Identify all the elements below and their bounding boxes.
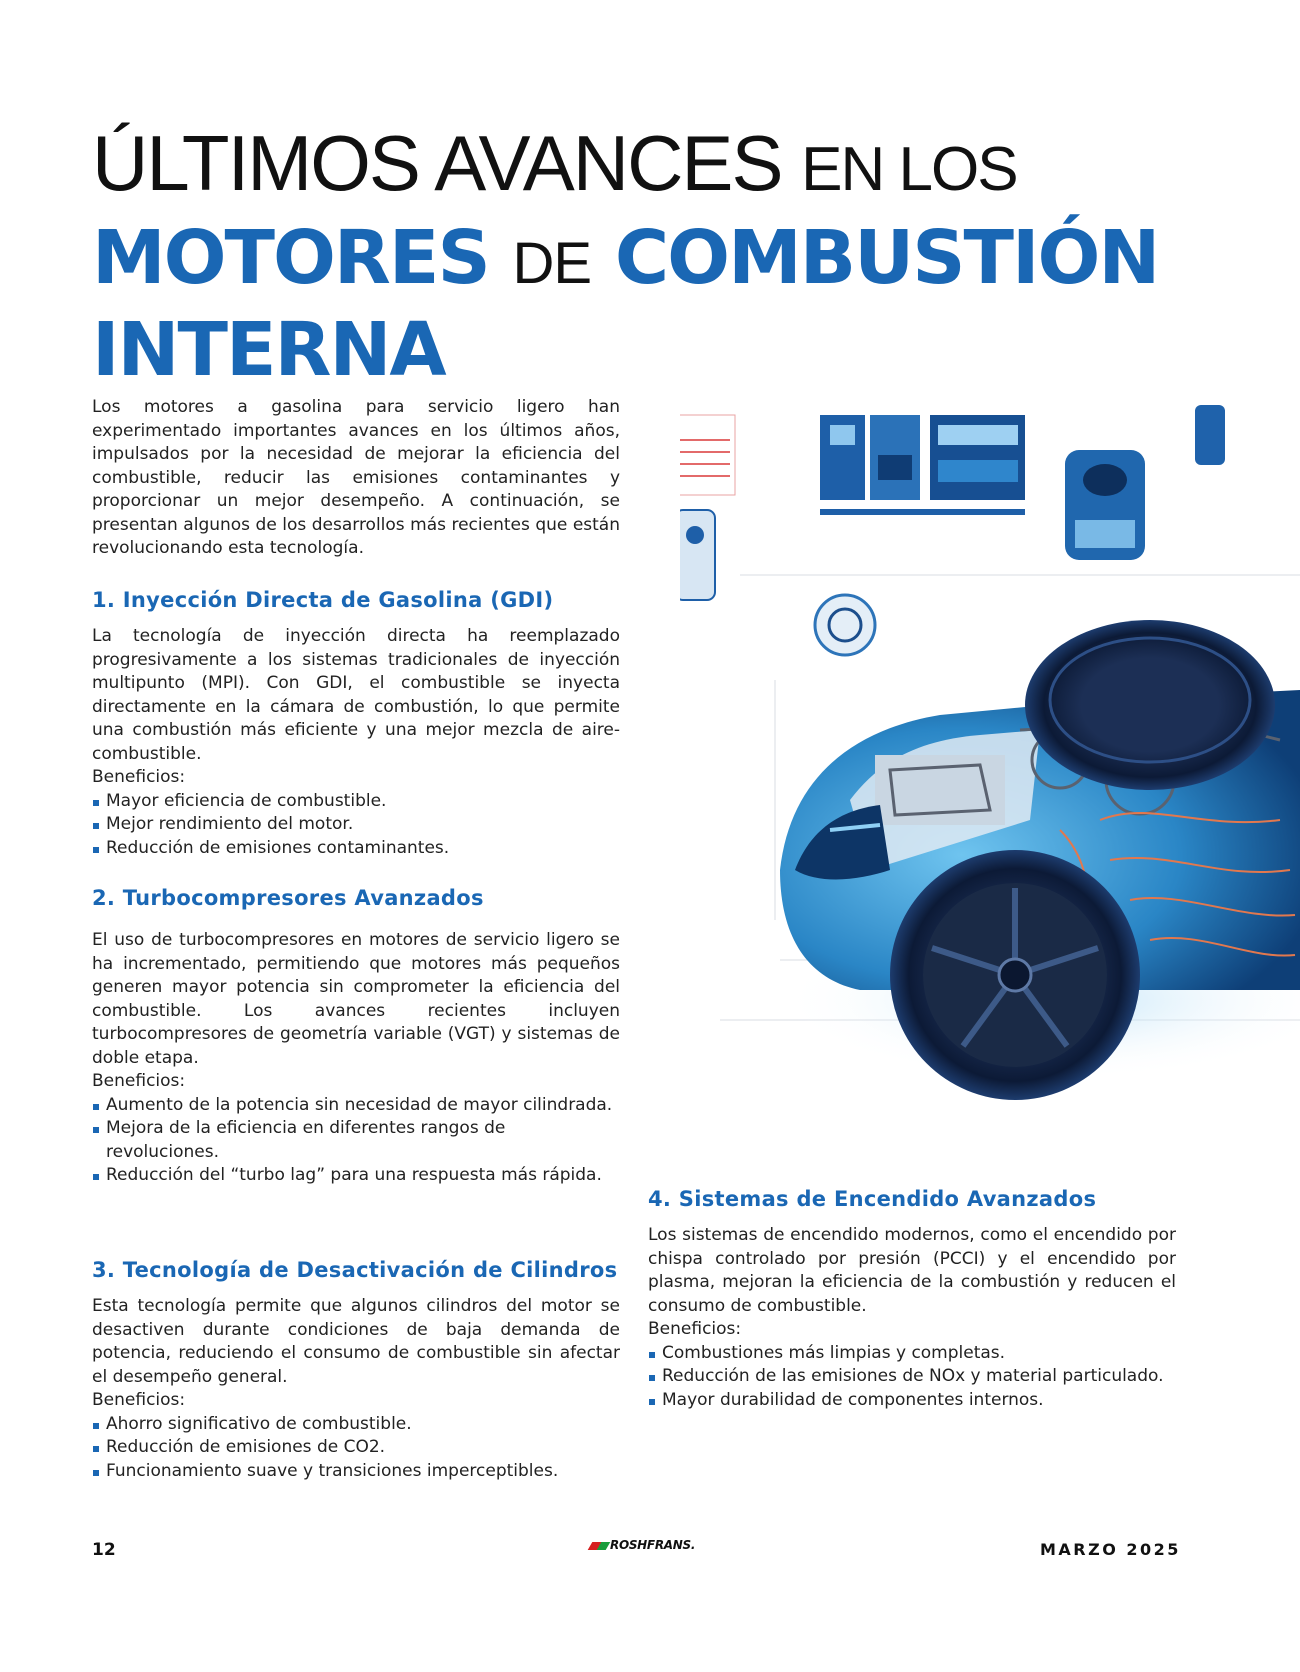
- rear-wheel: [1025, 620, 1275, 790]
- benefits-list: [92, 790, 620, 861]
- title-part: MOTORES: [92, 215, 489, 301]
- benefits-list: [648, 1342, 1176, 1413]
- benefits-label: Beneficios:: [92, 1071, 186, 1091]
- section-gdi: [92, 586, 620, 860]
- title-line-1: [92, 118, 1272, 215]
- schematic-panels: [680, 405, 1225, 655]
- section-cylinders: [92, 1256, 620, 1483]
- benefits-label: Beneficios:: [92, 767, 186, 787]
- list-item: Mejor rendimiento del motor.: [92, 813, 620, 837]
- intro-block: [92, 396, 620, 561]
- section-body: Los sistemas de encendido modernos, como el encendido por chispa controlado por presión (PCCI) y el encendido por plasma, mejoran la eficiencia de la combustión y reducen el consumo de combustible.: [648, 1225, 1176, 1316]
- benefits-label: Beneficios:: [648, 1319, 742, 1339]
- title-part: EN LOS: [801, 135, 1017, 204]
- list-item: Reducción del “turbo lag” para una respuesta más rápida.: [92, 1164, 620, 1188]
- section-turbo: [92, 884, 620, 1188]
- car-cutaway-illustration: [680, 400, 1300, 1160]
- benefits-list: [92, 1094, 620, 1188]
- title-part: COMBUSTIÓN: [614, 215, 1159, 301]
- list-item: Mejora de la eficiencia en diferentes rangos de revoluciones.: [92, 1117, 620, 1164]
- title-line-2: [92, 215, 1272, 307]
- front-wheel: [890, 850, 1140, 1100]
- title-part: DE: [512, 231, 592, 296]
- section-ignition: [648, 1185, 1176, 1412]
- brand-logo: [590, 1538, 695, 1552]
- issue-date: MARZO 2025: [1040, 1540, 1181, 1559]
- section-heading: 1. Inyección Directa de Gasolina (GDI): [92, 588, 554, 612]
- section-body: La tecnología de inyección directa ha reemplazado progresivamente a los sistemas tradicionales de inyección multipunto (MPI). Con GDI, el combustible se inyecta directamente en la cámara de combustión, lo que permite una combustión más eficiente y una mejor mezcla de aire-combustible.: [92, 626, 620, 764]
- section-heading: 2. Turbocompresores Avanzados: [92, 886, 484, 910]
- list-item: Reducción de emisiones contaminantes.: [92, 837, 620, 861]
- page-number: 12: [92, 1540, 116, 1560]
- section-heading: 4. Sistemas de Encendido Avanzados: [648, 1187, 1097, 1211]
- list-item: Aumento de la potencia sin necesidad de mayor cilindrada.: [92, 1094, 620, 1118]
- article-title: [92, 118, 1272, 393]
- title-line-3: INTERNA: [92, 307, 445, 393]
- title-part: ÚLTIMOS AVANCES: [92, 119, 782, 207]
- list-item: Mayor durabilidad de componentes internos.: [648, 1389, 1176, 1413]
- swoosh-icon: [588, 1542, 611, 1550]
- section-body: Esta tecnología permite que algunos cilindros del motor se desactiven durante condiciones de baja demanda de potencia, reduciendo el consumo de combustible sin afectar el desempeño general.: [92, 1296, 620, 1387]
- section-body: El uso de turbocompresores en motores de servicio ligero se ha incrementado, permitiendo que motores más pequeños generen mayor potencia sin comprometer la eficiencia del combustible. Los avances recientes incluyen turbocompresores de geometría variable (VGT) y sistemas de doble etapa.: [92, 930, 620, 1068]
- list-item: Reducción de emisiones de CO2.: [92, 1436, 620, 1460]
- list-item: Ahorro significativo de combustible.: [92, 1413, 620, 1437]
- brand-name: ROSHFRANS.: [610, 1538, 696, 1552]
- section-heading: 3. Tecnología de Desactivación de Cilindros: [92, 1258, 618, 1282]
- list-item: Funcionamiento suave y transiciones imperceptibles.: [92, 1460, 620, 1484]
- benefits-list: [92, 1413, 620, 1484]
- list-item: Mayor eficiencia de combustible.: [92, 790, 620, 814]
- list-item: Reducción de las emisiones de NOx y material particulado.: [648, 1365, 1176, 1389]
- intro-paragraph: Los motores a gasolina para servicio ligero han experimentado importantes avances en los últimos años, impulsados por la necesidad de mejorar la eficiencia del combustible, reducir las emisiones contaminantes y proporcionar un mejor desempeño. A continuación, se presentan algunos de los desarrollos más recientes que están revolucionando esta tecnología.: [92, 397, 620, 558]
- benefits-label: Beneficios:: [92, 1390, 186, 1410]
- list-item: Combustiones más limpias y completas.: [648, 1342, 1176, 1366]
